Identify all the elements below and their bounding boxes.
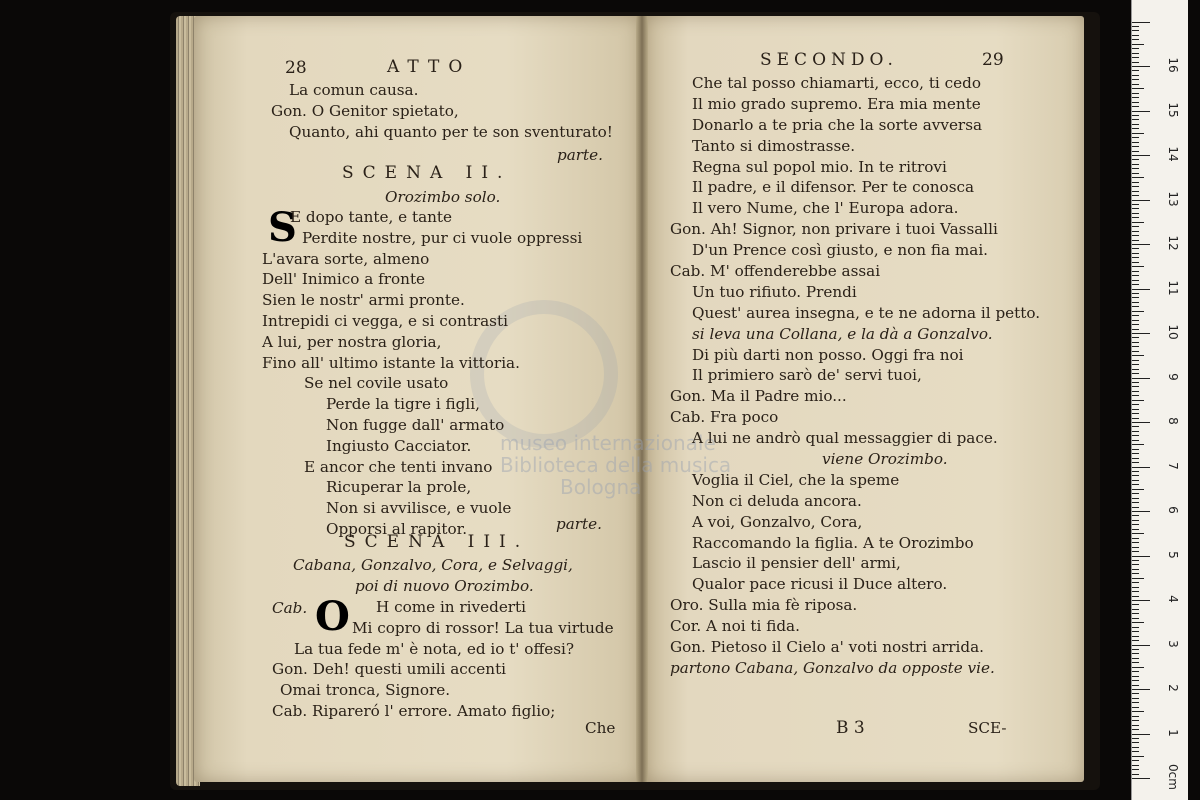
- ruler-tick: [1132, 498, 1139, 499]
- ruler-tick: [1132, 177, 1144, 178]
- text-line: Opporsi al rapitor.: [326, 519, 468, 538]
- ruler-tick: [1132, 151, 1139, 152]
- ruler-tick: [1132, 729, 1139, 730]
- ruler-tick: [1132, 386, 1139, 387]
- watermark-line-3: Bologna: [560, 475, 642, 499]
- ruler-label: 4: [1166, 595, 1180, 603]
- ruler-label: 1: [1166, 728, 1180, 737]
- ruler-tick: [1132, 84, 1139, 85]
- ruler-tick: [1132, 613, 1139, 614]
- text-line: Omai tronca, Signore.: [280, 681, 451, 700]
- right-page-number: 29: [982, 50, 1004, 70]
- ruler-tick: [1132, 658, 1139, 659]
- ruler-tick: [1132, 217, 1139, 218]
- ruler-tick: [1132, 226, 1139, 227]
- text-line: Non ci deluda ancora.: [692, 491, 862, 510]
- right-catchword: SCE-: [968, 719, 1007, 737]
- ruler-tick: [1132, 582, 1139, 583]
- ruler-tick: [1132, 671, 1139, 672]
- ruler-tick: [1132, 293, 1139, 294]
- ruler-tick: [1132, 275, 1139, 276]
- left-lines-b: [262, 204, 583, 540]
- ruler-tick: [1132, 119, 1139, 120]
- ruler-tick: [1132, 289, 1150, 290]
- left-header-title: ATTO: [387, 57, 472, 77]
- ruler-tick: [1132, 698, 1139, 699]
- ruler-tick: [1132, 640, 1139, 641]
- ruler-tick: [1132, 720, 1139, 721]
- cast-line-1: Cabana, Gonzalvo, Cora, e Selvaggi,: [293, 556, 573, 574]
- text-line: Qualor pace ricusi il Duce altero.: [692, 575, 948, 594]
- ruler-tick: [1132, 751, 1139, 752]
- ruler-tick: [1132, 458, 1139, 459]
- text-line: Perdite nostre, pur ci vuole oppressi: [302, 228, 583, 247]
- ruler-tick: [1132, 618, 1139, 619]
- text-line: L'avara sorte, almeno: [262, 249, 430, 268]
- ruler-tick: [1132, 689, 1150, 690]
- text-line: Cab. M' offenderebbe assai: [670, 262, 881, 281]
- ruler-tick: [1132, 547, 1139, 548]
- ruler-tick: [1132, 262, 1139, 263]
- ruler-tick: [1132, 137, 1139, 138]
- ruler-tick: [1132, 337, 1139, 338]
- ruler-tick: [1132, 342, 1139, 343]
- ruler-tick: [1132, 693, 1139, 694]
- ruler-tick: [1132, 524, 1139, 525]
- ruler-tick: [1132, 248, 1139, 249]
- ruler-tick: [1132, 426, 1139, 427]
- ruler-tick: [1132, 422, 1150, 423]
- ruler-tick: [1132, 44, 1144, 45]
- ruler-tick: [1132, 533, 1144, 534]
- ruler-tick: [1132, 235, 1139, 236]
- scena-2-heading: SCENA II.: [342, 163, 512, 183]
- text-line: Gon. Deh! questi umili accenti: [272, 660, 507, 679]
- ruler-label: 15: [1166, 101, 1180, 118]
- ruler-tick: [1132, 97, 1139, 98]
- left-page-number: 28: [285, 58, 307, 78]
- ruler-tick: [1132, 413, 1139, 414]
- ruler-tick: [1132, 591, 1139, 592]
- ruler-tick: [1132, 520, 1139, 521]
- ruler-tick: [1132, 685, 1139, 686]
- ruler-tick: [1132, 155, 1150, 156]
- text-line: Di più darti non posso. Oggi fra noi: [692, 345, 964, 364]
- right-lines: [670, 73, 1041, 679]
- ruler-tick: [1132, 707, 1139, 708]
- text-line: Che tal posso chiamarti, ecco, ti cedo: [692, 74, 981, 92]
- ruler-tick: [1132, 280, 1139, 281]
- ruler-tick: [1132, 467, 1150, 468]
- ruler-tick: [1132, 462, 1139, 463]
- signature-mark: B 3: [836, 718, 865, 738]
- ruler-tick: [1132, 133, 1144, 134]
- ruler-tick: [1132, 400, 1144, 401]
- text-line: A lui, per nostra gloria,: [262, 332, 442, 351]
- book-gutter: [636, 16, 648, 782]
- ruler-tick: [1132, 200, 1150, 201]
- ruler-tick: [1132, 311, 1144, 312]
- text-line: Gon. Ma il Padre mio...: [670, 387, 847, 406]
- ruler-label: 11: [1166, 279, 1180, 296]
- ruler-tick: [1132, 774, 1139, 775]
- text-line: Ricuperar la prole,: [326, 478, 472, 497]
- measurement-ruler: [1131, 0, 1188, 800]
- ruler-tick: [1132, 364, 1139, 365]
- scena-3-heading: SCENA III.: [344, 532, 530, 552]
- text-line: Intrepidi ci vegga, e si contrasti: [262, 311, 508, 330]
- ruler-tick: [1132, 600, 1150, 601]
- left-catchword: Che: [585, 719, 616, 737]
- text-line: D'un Prence così giusto, e non fia mai.: [692, 241, 989, 260]
- ruler-tick: [1132, 475, 1139, 476]
- ruler-tick: [1132, 369, 1139, 370]
- ruler-tick: [1132, 569, 1139, 570]
- ruler-tick: [1132, 271, 1139, 272]
- ruler-tick: [1132, 391, 1139, 392]
- ruler-tick: [1132, 182, 1139, 183]
- ruler-tick: [1132, 702, 1139, 703]
- ruler-tick: [1132, 244, 1150, 245]
- ruler-tick: [1132, 297, 1139, 298]
- ruler-tick: [1132, 102, 1139, 103]
- ruler-tick: [1132, 747, 1139, 748]
- watermark-line-2: Biblioteca della musica: [500, 453, 732, 477]
- text-line: Lascio il pensier dell' armi,: [692, 554, 901, 573]
- text-line: A lui ne andrò qual messaggier di pace.: [692, 429, 998, 448]
- ruler-tick: [1132, 173, 1139, 174]
- ruler-label: 10: [1166, 324, 1180, 340]
- ruler-tick: [1132, 627, 1139, 628]
- ruler-label: 5: [1166, 550, 1180, 559]
- ruler-label: 13: [1166, 190, 1180, 207]
- text-line: Raccomando la figlia. A te Orozimbo: [692, 533, 974, 552]
- ruler-tick: [1132, 26, 1139, 27]
- ruler-tick: [1132, 596, 1139, 597]
- ruler-tick: [1132, 111, 1150, 112]
- text-line: La tua fede m' è nota, ed io t' offesi?: [294, 639, 575, 658]
- ruler-tick: [1132, 560, 1139, 561]
- ruler-tick: [1132, 253, 1139, 254]
- ruler-tick: [1132, 538, 1139, 539]
- ruler-tick: [1132, 542, 1139, 543]
- ruler-tick: [1132, 106, 1139, 107]
- ruler-tick: [1132, 231, 1139, 232]
- ruler-tick: [1132, 88, 1144, 89]
- right-header-title: SECONDO.: [760, 50, 898, 70]
- ruler-tick: [1132, 573, 1139, 574]
- ruler-tick: [1132, 324, 1139, 325]
- ruler-tick: [1132, 266, 1144, 267]
- ruler-tick: [1132, 556, 1150, 557]
- text-line: Il primiero sarò de' servi tuoi,: [692, 366, 922, 385]
- ruler-tick: [1132, 511, 1150, 512]
- ruler-tick: [1132, 738, 1139, 739]
- text-line: Il mio grado supremo. Era mia mente: [692, 94, 981, 113]
- ruler-tick: [1132, 351, 1139, 352]
- ruler-label: 7: [1166, 461, 1180, 470]
- ruler-tick: [1132, 378, 1150, 379]
- ruler-tick: [1132, 75, 1139, 76]
- text-line: Se nel covile usato: [304, 374, 449, 393]
- ruler-tick: [1132, 168, 1139, 169]
- ruler-tick: [1132, 320, 1139, 321]
- text-line: E ancor che tenti invano: [304, 457, 493, 476]
- ruler-tick: [1132, 649, 1139, 650]
- ruler-tick: [1132, 507, 1139, 508]
- ruler-tick: [1132, 453, 1139, 454]
- ruler-tick: [1132, 373, 1139, 374]
- ruler-tick: [1132, 564, 1139, 565]
- text-line: Mi copro di rossor! La tua virtude: [352, 618, 614, 637]
- ruler-tick: [1132, 195, 1139, 196]
- ruler-label: 2: [1166, 684, 1180, 692]
- watermark-line-1: museo internazionale: [500, 431, 716, 455]
- ruler-tick: [1132, 404, 1139, 405]
- text-line: Quest' aurea insegna, e te ne adorna il petto.: [692, 303, 1041, 322]
- ruler-tick: [1132, 631, 1139, 632]
- ruler-tick: [1132, 66, 1150, 67]
- ruler-tick: [1132, 240, 1139, 241]
- ruler-tick: [1132, 315, 1139, 316]
- text-line: Perde la tigre i figli,: [326, 395, 480, 414]
- ruler-tick: [1132, 676, 1139, 677]
- ruler-tick: [1132, 57, 1139, 58]
- text-line: partono Cabana, Gonzalvo da opposte vie.: [670, 658, 995, 677]
- ruler-tick: [1132, 551, 1139, 552]
- ruler-tick: [1132, 53, 1139, 54]
- ruler-label: 6: [1166, 506, 1180, 514]
- ruler-tick: [1132, 578, 1144, 579]
- ruler-tick: [1132, 435, 1139, 436]
- ruler-tick: [1132, 124, 1139, 125]
- ruler-tick: [1132, 22, 1150, 23]
- ruler-tick: [1132, 711, 1144, 712]
- ruler-tick: [1132, 431, 1139, 432]
- ruler-tick: [1132, 62, 1139, 63]
- text-line: Gon. Ah! Signor, non privare i tuoi Vassalli: [670, 220, 998, 239]
- ruler-tick: [1132, 346, 1139, 347]
- ruler-tick: [1132, 493, 1139, 494]
- ruler-label: 9: [1166, 372, 1180, 381]
- ruler-tick: [1132, 93, 1139, 94]
- orozimbo-solo: Orozimbo solo.: [385, 188, 501, 206]
- ruler-tick: [1132, 355, 1144, 356]
- text-line: Sien le nostr' armi pronte.: [262, 291, 465, 310]
- left-parte-2: parte.: [556, 515, 602, 533]
- ruler-tick: [1132, 222, 1144, 223]
- text-line: Dell' Inimico a fronte: [262, 270, 426, 289]
- ruler-tick: [1132, 716, 1139, 717]
- text-line: Voglia il Ciel, che la speme: [692, 470, 900, 489]
- ruler-tick: [1132, 734, 1150, 735]
- text-line: si leva una Collana, e la dà a Gonzalvo.: [692, 324, 993, 343]
- ruler-tick: [1132, 653, 1139, 654]
- ruler-tick: [1132, 645, 1150, 646]
- ruler-tick: [1132, 284, 1139, 285]
- ruler-tick: [1132, 444, 1144, 445]
- left-lines-a: [271, 80, 613, 142]
- ruler-tick: [1132, 142, 1139, 143]
- left-lines-c: [272, 597, 614, 722]
- ruler-tick: [1132, 604, 1139, 605]
- cast-line-2: poi di nuovo Orozimbo.: [355, 577, 534, 595]
- ruler-tick: [1132, 489, 1144, 490]
- ruler-tick: [1132, 208, 1139, 209]
- ruler-label: 16: [1166, 57, 1180, 73]
- ruler-tick: [1132, 115, 1139, 116]
- ruler-label: 8: [1166, 417, 1180, 425]
- ruler-tick: [1132, 480, 1139, 481]
- ruler-label: 12: [1166, 235, 1180, 251]
- ruler-tick: [1132, 213, 1139, 214]
- text-line: Quanto, ahi quanto per te son sventurato!: [289, 122, 613, 141]
- ruler-tick: [1132, 667, 1144, 668]
- ruler-tick: [1132, 306, 1139, 307]
- text-line: Cor. A noi ti fida.: [670, 617, 800, 636]
- text-line: Cab. Ripareró l' errore. Amato figlio;: [272, 701, 556, 720]
- ruler-tick: [1132, 128, 1139, 129]
- text-line: Un tuo rifiuto. Prendi: [692, 282, 857, 301]
- ruler-tick: [1132, 186, 1139, 187]
- ruler-label: 14: [1166, 146, 1180, 162]
- text-line: E dopo tante, e tante: [290, 208, 453, 226]
- ruler-tick: [1132, 760, 1139, 761]
- ruler-tick: [1132, 769, 1139, 770]
- text-line: viene Orozimbo.: [822, 450, 948, 469]
- ruler-tick: [1132, 146, 1139, 147]
- text-line: Non fugge dall' armato: [326, 415, 505, 434]
- ruler-tick: [1132, 333, 1150, 334]
- ruler-tick: [1132, 204, 1139, 205]
- ruler-tick: [1132, 79, 1139, 80]
- ruler-tick: [1132, 609, 1139, 610]
- ruler-tick: [1132, 587, 1139, 588]
- ruler-tick: [1132, 35, 1139, 36]
- ruler-tick: [1132, 39, 1139, 40]
- text-line: Donarlo a te pria che la sorte avversa: [692, 115, 983, 134]
- ruler-tick: [1132, 360, 1139, 361]
- ruler-tick: [1132, 449, 1139, 450]
- ruler-tick: [1132, 302, 1139, 303]
- ruler-tick: [1132, 395, 1139, 396]
- ruler-tick: [1132, 662, 1139, 663]
- ruler-tick: [1132, 680, 1139, 681]
- ruler-tick: [1132, 30, 1139, 31]
- text-line: Oro. Sulla mia fè riposa.: [670, 596, 858, 615]
- ruler-tick: [1132, 440, 1139, 441]
- dropcap-s: S: [268, 204, 297, 251]
- text-line: Ingiusto Cacciator.: [326, 436, 472, 455]
- ruler-tick: [1132, 502, 1139, 503]
- ruler-tick: [1132, 48, 1139, 49]
- text-line: Tanto si dimostrasse.: [692, 136, 856, 155]
- ruler-tick: [1132, 191, 1139, 192]
- ruler-tick: [1132, 164, 1139, 165]
- text-line: A voi, Gonzalvo, Cora,: [692, 512, 863, 531]
- text-line: La comun causa.: [289, 81, 419, 99]
- ruler-tick: [1132, 329, 1139, 330]
- ruler-tick: [1132, 742, 1139, 743]
- ruler-tick: [1132, 725, 1139, 726]
- ruler-tick: [1132, 515, 1139, 516]
- dropcap-o: O: [315, 593, 350, 640]
- text-line: Il padre, e il difensor. Per te conosca: [692, 178, 975, 197]
- ruler-tick: [1132, 471, 1139, 472]
- text-line: Il vero Nume, che l' Europa adora.: [692, 199, 959, 218]
- ruler-tick: [1132, 382, 1139, 383]
- ruler-label: 0cm: [1166, 764, 1180, 790]
- text-line: Fino all' ultimo istante la vittoria.: [262, 353, 520, 372]
- text-line: Regna sul popol mio. In te ritrovi: [692, 157, 947, 176]
- text-line: Non si avvilisce, e vuole: [326, 499, 512, 518]
- ruler-label: 3: [1166, 639, 1180, 648]
- ruler-tick: [1132, 409, 1139, 410]
- ruler-tick: [1132, 622, 1144, 623]
- text-line: Gon. Pietoso il Cielo a' voti nostri arrida.: [670, 638, 984, 657]
- text-line: Gon. O Genitor spietato,: [271, 101, 459, 120]
- ruler-tick: [1132, 765, 1139, 766]
- ruler-tick: [1132, 257, 1139, 258]
- ruler-tick: [1132, 529, 1139, 530]
- ruler-tick: [1132, 159, 1139, 160]
- ruler-tick: [1132, 70, 1139, 71]
- left-parte-1: parte.: [557, 146, 603, 164]
- ruler-tick: [1132, 484, 1139, 485]
- ruler-tick: [1132, 636, 1139, 637]
- cab-label: Cab.: [272, 599, 308, 617]
- ruler-tick: [1132, 418, 1139, 419]
- ruler-tick: [1132, 756, 1144, 757]
- text-line: Cab. Fra poco: [670, 408, 779, 427]
- ruler-tick: [1132, 778, 1150, 779]
- text-line: H come in rivederti: [376, 598, 527, 616]
